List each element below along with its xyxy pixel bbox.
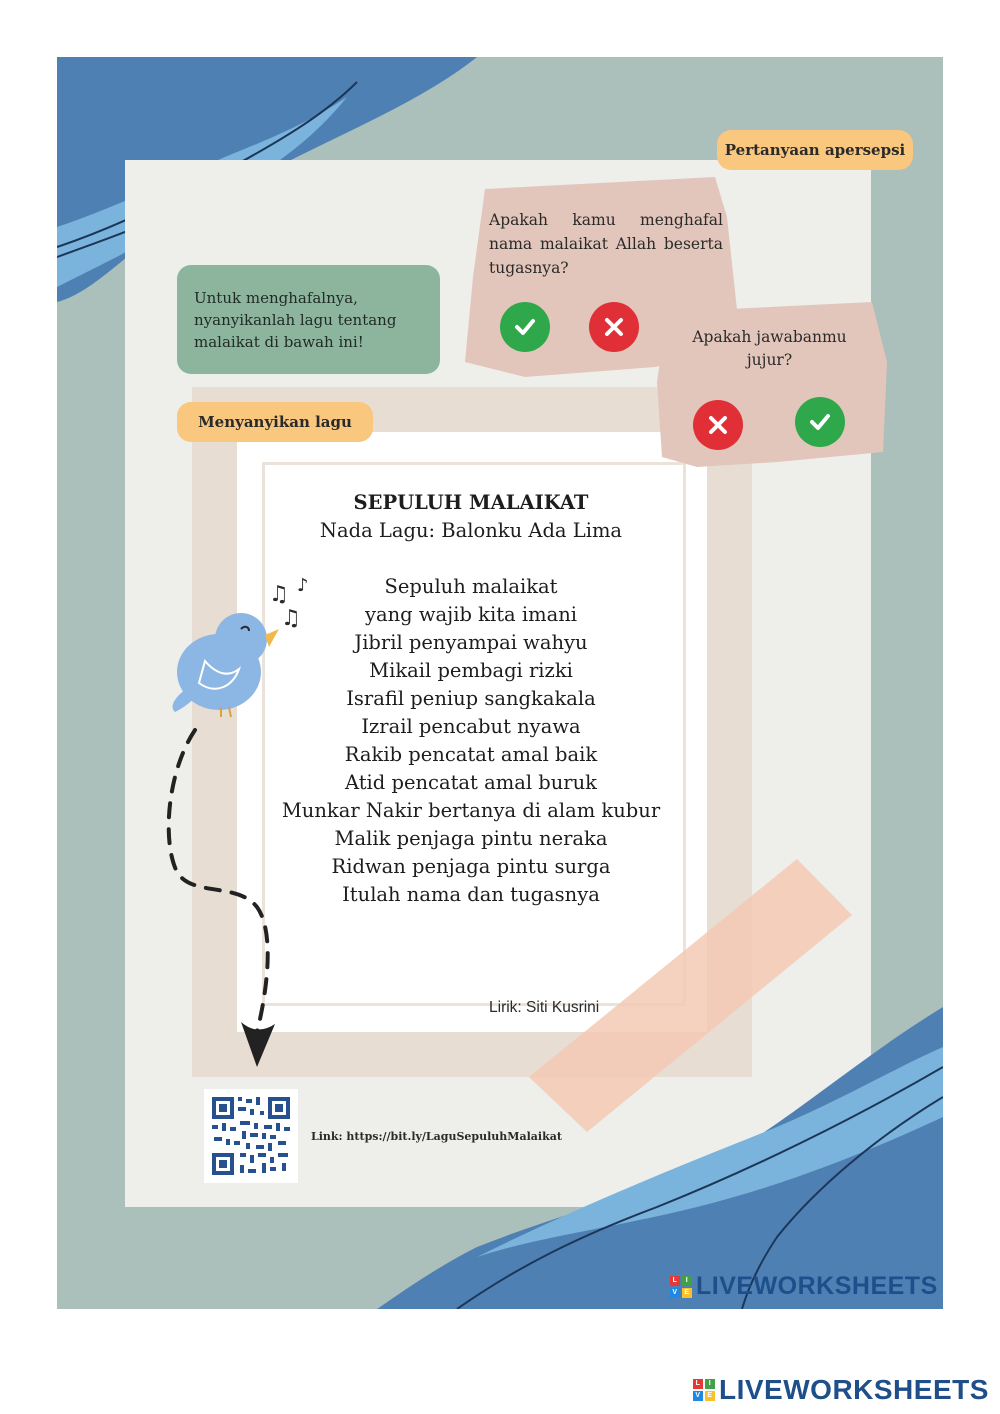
music-note-icon: ♫ bbox=[269, 582, 289, 607]
song-tune: Nada Lagu: Balonku Ada Lima bbox=[319, 519, 623, 542]
instruction-note: Untuk menghafalnya, nyanyikanlah lagu tentang malaikat di bawah ini! bbox=[177, 265, 440, 374]
song-line: Israfil peniup sangkakala bbox=[346, 687, 596, 710]
music-note-icon: ♫ bbox=[281, 606, 301, 631]
question-2-text: Apakah jawabanmu jujur? bbox=[692, 328, 847, 369]
song-line: Sepuluh malaikat bbox=[384, 575, 558, 598]
tag-singing: Menyanyikan lagu bbox=[177, 402, 373, 442]
footer-brand-name: LIVEWORKSHEETS bbox=[719, 1374, 989, 1405]
song-line: Munkar Nakir bertanya di alam kubur bbox=[281, 799, 661, 822]
song-line: Ridwan penjaga pintu surga bbox=[331, 855, 611, 878]
song-line: Itulah nama dan tugasnya bbox=[342, 883, 600, 906]
song-line: Malik penjaga pintu neraka bbox=[334, 827, 608, 850]
brand-name: LIVEWORKSHEETS bbox=[696, 1272, 938, 1300]
song-title: SEPULUH MALAIKAT bbox=[353, 491, 589, 514]
question-1-text: Apakah kamu menghafal nama malaikat Allah beserta tugasnya? bbox=[489, 211, 723, 277]
song-line: Rakib pencatat amal baik bbox=[344, 743, 598, 766]
brand-logo-icon: L I V E bbox=[670, 1276, 692, 1298]
brand-logo bbox=[670, 1272, 938, 1301]
music-note-icon: ♪ bbox=[297, 577, 309, 596]
lyrics-credit: Lirik: Siti Kusrini bbox=[489, 999, 600, 1016]
song-line: Mikail pembagi rizki bbox=[369, 659, 573, 682]
footer-brand-logo-icon: L I V E bbox=[693, 1379, 715, 1401]
song-line: Jibril penyampai wahyu bbox=[354, 631, 588, 654]
decorative-waves-bottom bbox=[57, 57, 943, 1309]
footer-brand-logo bbox=[693, 1374, 989, 1406]
tag-apersepsi: Pertanyaan apersepsi bbox=[717, 130, 913, 170]
song-line: Izrail pencabut nyawa bbox=[361, 715, 581, 738]
song-link[interactable]: Link: https://bit.ly/LaguSepuluhMalaikat bbox=[311, 1130, 562, 1143]
song-line: yang wajib kita imani bbox=[364, 603, 578, 626]
worksheet bbox=[57, 57, 943, 1309]
song-line: Atid pencatat amal buruk bbox=[344, 771, 598, 794]
